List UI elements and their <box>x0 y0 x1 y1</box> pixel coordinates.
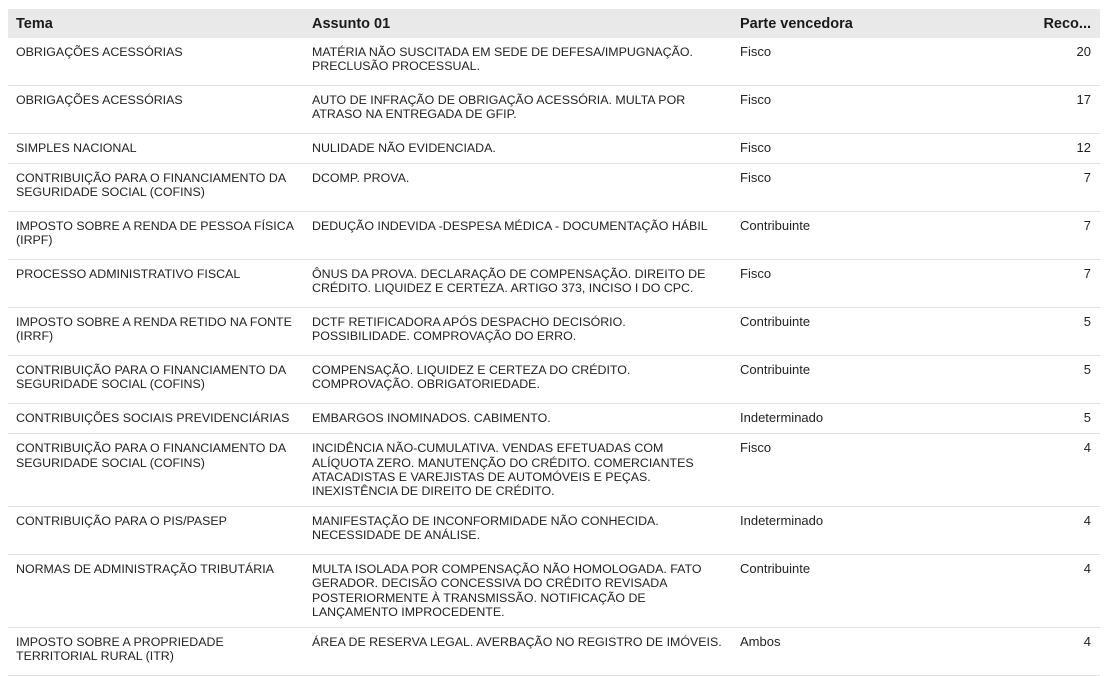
cell-tema: CONTRIBUIÇÃO PARA O FINANCIAMENTO DA SEGURIDADE SOCIAL (COFINS) <box>8 356 304 404</box>
column-header-tema[interactable]: Tema <box>8 9 304 38</box>
cell-count: 5 <box>1017 308 1100 356</box>
cell-parte-vencedora: Fisco <box>732 434 1017 507</box>
table-row[interactable] <box>8 38 1100 86</box>
cell-assunto: ÁREA DE RESERVA LEGAL. AVERBAÇÃO NO REGISTRO DE IMÓVEIS. <box>304 628 732 676</box>
cell-parte-vencedora: Contribuinte <box>732 212 1017 260</box>
cell-count: 20 <box>1017 38 1100 86</box>
cell-assunto: MANIFESTAÇÃO DE INCONFORMIDADE NÃO CONHECIDA. NECESSIDADE DE ANÁLISE. <box>304 507 732 555</box>
table-row[interactable] <box>8 434 1100 507</box>
table-row[interactable] <box>8 628 1100 676</box>
table-row[interactable] <box>8 356 1100 404</box>
cell-tema: OBRIGAÇÕES ACESSÓRIAS <box>8 86 304 134</box>
cell-count: 5 <box>1017 404 1100 434</box>
cell-assunto: ÔNUS DA PROVA. DECLARAÇÃO DE COMPENSAÇÃO. DIREITO DE CRÉDITO. LIQUIDEZ E CERTEZA. ARTIGO 373, INCISO I DO CPC. <box>304 260 732 308</box>
cell-count: 17 <box>1017 86 1100 134</box>
column-header-count[interactable]: Reco... <box>1017 9 1100 38</box>
cell-parte-vencedora: Ambos <box>732 628 1017 676</box>
cell-count: 4 <box>1017 555 1100 628</box>
table-row[interactable] <box>8 308 1100 356</box>
table-row[interactable] <box>8 164 1100 212</box>
cell-tema: PROCESSO ADMINISTRATIVO FISCAL <box>8 260 304 308</box>
cell-count: 7 <box>1017 260 1100 308</box>
table-row[interactable] <box>8 86 1100 134</box>
cell-parte-vencedora: Fisco <box>732 86 1017 134</box>
table-row[interactable] <box>8 212 1100 260</box>
cell-tema: OBRIGAÇÕES ACESSÓRIAS <box>8 38 304 86</box>
cell-tema: CONTRIBUIÇÃO PARA O FINANCIAMENTO DA SEGURIDADE SOCIAL (COFINS) <box>8 164 304 212</box>
cell-tema: CONTRIBUIÇÕES SOCIAIS PREVIDENCIÁRIAS <box>8 404 304 434</box>
cell-count: 5 <box>1017 356 1100 404</box>
cell-count: 4 <box>1017 434 1100 507</box>
cell-tema: NORMAS DE ADMINISTRAÇÃO TRIBUTÁRIA <box>8 555 304 628</box>
cell-parte-vencedora: Fisco <box>732 134 1017 164</box>
cell-count: 7 <box>1017 212 1100 260</box>
cell-tema: SIMPLES NACIONAL <box>8 134 304 164</box>
cell-tema: IMPOSTO SOBRE A RENDA DE PESSOA FÍSICA (IRPF) <box>8 212 304 260</box>
cell-assunto: DCTF RETIFICADORA APÓS DESPACHO DECISÓRIO. POSSIBILIDADE. COMPROVAÇÃO DO ERRO. <box>304 308 732 356</box>
cell-parte-vencedora: Contribuinte <box>732 356 1017 404</box>
cell-parte-vencedora: Fisco <box>732 260 1017 308</box>
cell-parte-vencedora: Contribuinte <box>732 308 1017 356</box>
cell-assunto: MULTA ISOLADA POR COMPENSAÇÃO NÃO HOMOLOGADA. FATO GERADOR. DECISÃO CONCESSIVA DO CRÉDITO REVISADA POSTERIORMENTE À TRANSMISSÃO. NOTIFICAÇÃO DE LANÇAMENTO IMPROCEDENTE. <box>304 555 732 628</box>
cell-tema: CONTRIBUIÇÃO PARA O FINANCIAMENTO DA SEGURIDADE SOCIAL (COFINS) <box>8 434 304 507</box>
table-row[interactable] <box>8 134 1100 164</box>
cell-tema: IMPOSTO SOBRE A RENDA RETIDO NA FONTE (IRRF) <box>8 308 304 356</box>
column-header-assunto[interactable]: Assunto 01 <box>304 9 732 38</box>
cell-tema: CONTRIBUIÇÃO PARA O PIS/PASEP <box>8 507 304 555</box>
cell-assunto: MATÉRIA NÃO SUSCITADA EM SEDE DE DEFESA/IMPUGNAÇÃO. PRECLUSÃO PROCESSUAL. <box>304 38 732 86</box>
cell-assunto: NULIDADE NÃO EVIDENCIADA. <box>304 134 732 164</box>
results-table <box>8 9 1100 676</box>
cell-parte-vencedora: Contribuinte <box>732 555 1017 628</box>
cell-tema: IMPOSTO SOBRE A PROPRIEDADE TERRITORIAL RURAL (ITR) <box>8 628 304 676</box>
cell-parte-vencedora: Indeterminado <box>732 507 1017 555</box>
results-table-container <box>8 9 1100 676</box>
cell-count: 7 <box>1017 164 1100 212</box>
cell-count: 4 <box>1017 507 1100 555</box>
cell-parte-vencedora: Fisco <box>732 38 1017 86</box>
cell-assunto: INCIDÊNCIA NÃO-CUMULATIVA. VENDAS EFETUADAS COM ALÍQUOTA ZERO. MANUTENÇÃO DO CRÉDITO. COMERCIANTES ATACADISTAS E VAREJISTAS DE AUTOMÓVEIS E PEÇAS. INEXISTÊNCIA DE DIREITO DE CRÉDITO. <box>304 434 732 507</box>
cell-parte-vencedora: Fisco <box>732 164 1017 212</box>
cell-assunto: COMPENSAÇÃO. LIQUIDEZ E CERTEZA DO CRÉDITO. COMPROVAÇÃO. OBRIGATORIEDADE. <box>304 356 732 404</box>
table-row[interactable] <box>8 260 1100 308</box>
cell-assunto: DCOMP. PROVA. <box>304 164 732 212</box>
table-row[interactable] <box>8 404 1100 434</box>
table-header-row <box>8 9 1100 38</box>
cell-assunto: EMBARGOS INOMINADOS. CABIMENTO. <box>304 404 732 434</box>
cell-count: 12 <box>1017 134 1100 164</box>
table-row[interactable] <box>8 555 1100 628</box>
table-row[interactable] <box>8 507 1100 555</box>
cell-assunto: AUTO DE INFRAÇÃO DE OBRIGAÇÃO ACESSÓRIA. MULTA POR ATRASO NA ENTREGADA DE GFIP. <box>304 86 732 134</box>
cell-count: 4 <box>1017 628 1100 676</box>
column-header-parte-vencedora[interactable]: Parte vencedora <box>732 9 1017 38</box>
cell-parte-vencedora: Indeterminado <box>732 404 1017 434</box>
cell-assunto: DEDUÇÃO INDEVIDA -DESPESA MÉDICA - DOCUMENTAÇÃO HÁBIL <box>304 212 732 260</box>
